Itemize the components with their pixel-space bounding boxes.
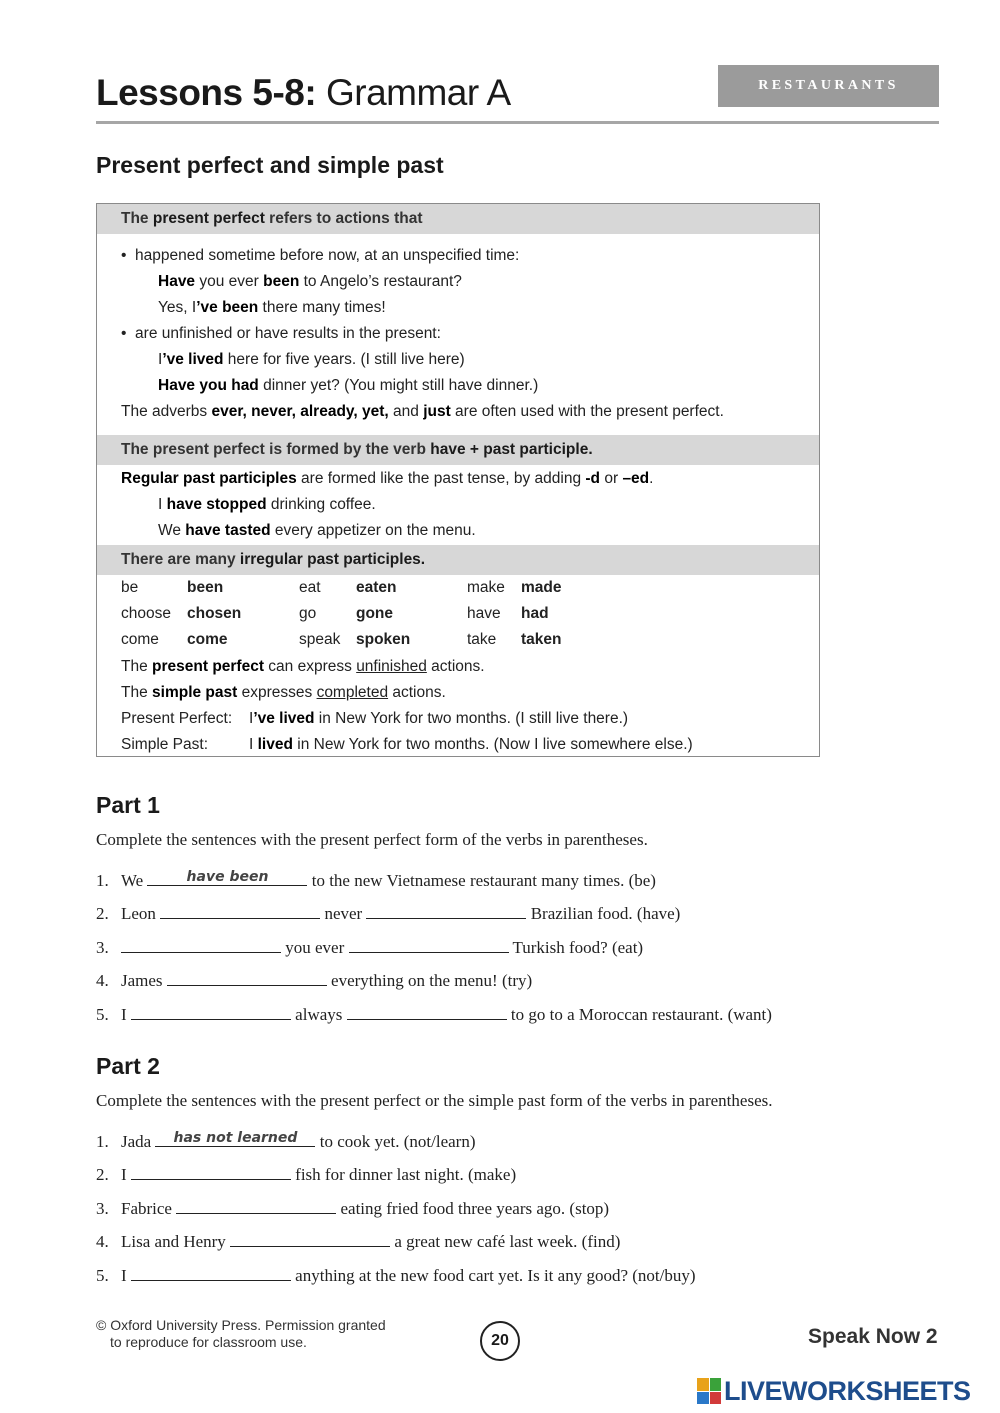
liveworksheets-logo: [697, 1376, 971, 1406]
answer-field[interactable]: have been: [147, 869, 307, 886]
verb-participle: had: [521, 605, 549, 622]
bullet-1: • happened sometime before now, at an unspecified time:: [121, 247, 520, 264]
part1-item-5: 5. I always to go to a Moroccan restaurant. (want): [96, 1005, 772, 1024]
part2-title: Part 2: [96, 1053, 160, 1079]
verb-base: come: [121, 631, 159, 648]
answer-field[interactable]: has not learned: [155, 1130, 315, 1147]
answer-field[interactable]: [366, 902, 526, 919]
answer-field[interactable]: [131, 1163, 291, 1180]
example-4: Have you had dinner yet? (You might still have dinner.): [158, 377, 539, 394]
verb-participle: been: [187, 579, 224, 596]
answer-field[interactable]: [347, 1003, 507, 1020]
verb-participle: come: [187, 631, 228, 648]
part2-item-4: 4. Lisa and Henry a great new café last week. (find): [96, 1232, 621, 1251]
grammar-header-1: The present perfect refers to actions that: [97, 204, 819, 234]
section-subtitle: Present perfect and simple past: [96, 152, 444, 178]
grammar-header-3: There are many irregular past participles.: [97, 545, 819, 575]
regular-note: Regular past participles are formed like the past tense, by adding -d or –ed.: [121, 470, 654, 487]
part1-item-3: 3. you ever Turkish food? (eat): [96, 938, 644, 957]
verb-base: be: [121, 579, 139, 596]
verb-base: take: [467, 631, 497, 648]
answer-field[interactable]: [131, 1003, 291, 1020]
present-perfect-example: I’ve lived in New York for two months. (I still live there.): [249, 710, 629, 727]
adverbs-note: The adverbs ever, never, already, yet, and just are often used with the present perfect.: [121, 403, 724, 420]
copyright-notice: © Oxford University Press. Permission granted to reproduce for classroom use.: [96, 1317, 386, 1350]
verb-base: choose: [121, 605, 171, 622]
verb-participle: chosen: [187, 605, 242, 622]
verb-participle: spoken: [356, 631, 411, 648]
example-1: Have you ever been to Angelo’s restaurant?: [158, 273, 462, 290]
section-badge: RESTAURANTS: [718, 65, 939, 107]
part1-item-2: 2. Leon never Brazilian food. (have): [96, 904, 681, 923]
part1-item-1: 1. We have been to the new Vietnamese restaurant many times. (be): [96, 869, 656, 890]
answer-field[interactable]: [160, 902, 320, 919]
verb-participle: eaten: [356, 579, 397, 596]
verb-base: make: [467, 579, 505, 596]
verb-base: speak: [299, 631, 341, 648]
verb-participle: taken: [521, 631, 562, 648]
simple-past-example: I lived in New York for two months. (Now I live somewhere else.): [249, 736, 693, 753]
part2-item-5: 5. I anything at the new food cart yet. Is it any good? (not/buy): [96, 1266, 696, 1285]
example-6: We have tasted every appetizer on the menu.: [158, 522, 476, 539]
part1-item-4: 4. James everything on the menu! (try): [96, 971, 533, 990]
present-perfect-label: Present Perfect:: [121, 710, 233, 727]
answer-field[interactable]: [121, 936, 281, 953]
answer-field[interactable]: [349, 936, 509, 953]
answer-field[interactable]: [131, 1264, 291, 1281]
liveworksheets-icon: [697, 1378, 721, 1404]
part2-item-2: 2. I fish for dinner last night. (make): [96, 1165, 517, 1184]
part2-item-3: 3. Fabrice eating fried food three years ago. (stop): [96, 1199, 610, 1218]
verb-base: eat: [299, 579, 321, 596]
present-perfect-note: The present perfect can express unfinished actions.: [121, 658, 485, 675]
verb-base: have: [467, 605, 501, 622]
part1-title: Part 1: [96, 792, 160, 818]
part1-instructions: Complete the sentences with the present perfect form of the verbs in parentheses.: [96, 830, 648, 849]
verb-participle: made: [521, 579, 562, 596]
grammar-box: [96, 203, 820, 757]
answer-field[interactable]: [167, 969, 327, 986]
example-5: I have stopped drinking coffee.: [158, 496, 376, 513]
header-divider: [96, 121, 939, 124]
grammar-header-2: The present perfect is formed by the verb have + past participle.: [97, 435, 819, 465]
answer-field[interactable]: [176, 1197, 336, 1214]
answer-field[interactable]: [230, 1230, 390, 1247]
book-title: Speak Now 2: [808, 1325, 938, 1348]
page-title: Lessons 5-8: Grammar A: [96, 72, 511, 113]
brand-name: LIVEWORKSHEETS: [724, 1375, 971, 1406]
part2-item-1: 1. Jada has not learned to cook yet. (not/learn): [96, 1130, 476, 1151]
page-number: 20: [480, 1321, 520, 1361]
simple-past-label: Simple Past:: [121, 736, 209, 753]
example-3: I’ve lived here for five years. (I still live here): [158, 351, 465, 368]
verb-base: go: [299, 605, 317, 622]
example-2: Yes, I’ve been there many times!: [158, 299, 386, 316]
simple-past-note: The simple past expresses completed actions.: [121, 684, 446, 701]
verb-participle: gone: [356, 605, 394, 622]
part2-instructions: Complete the sentences with the present perfect or the simple past form of the verbs in parentheses.: [96, 1091, 773, 1110]
bullet-2: • are unfinished or have results in the present:: [121, 325, 441, 342]
